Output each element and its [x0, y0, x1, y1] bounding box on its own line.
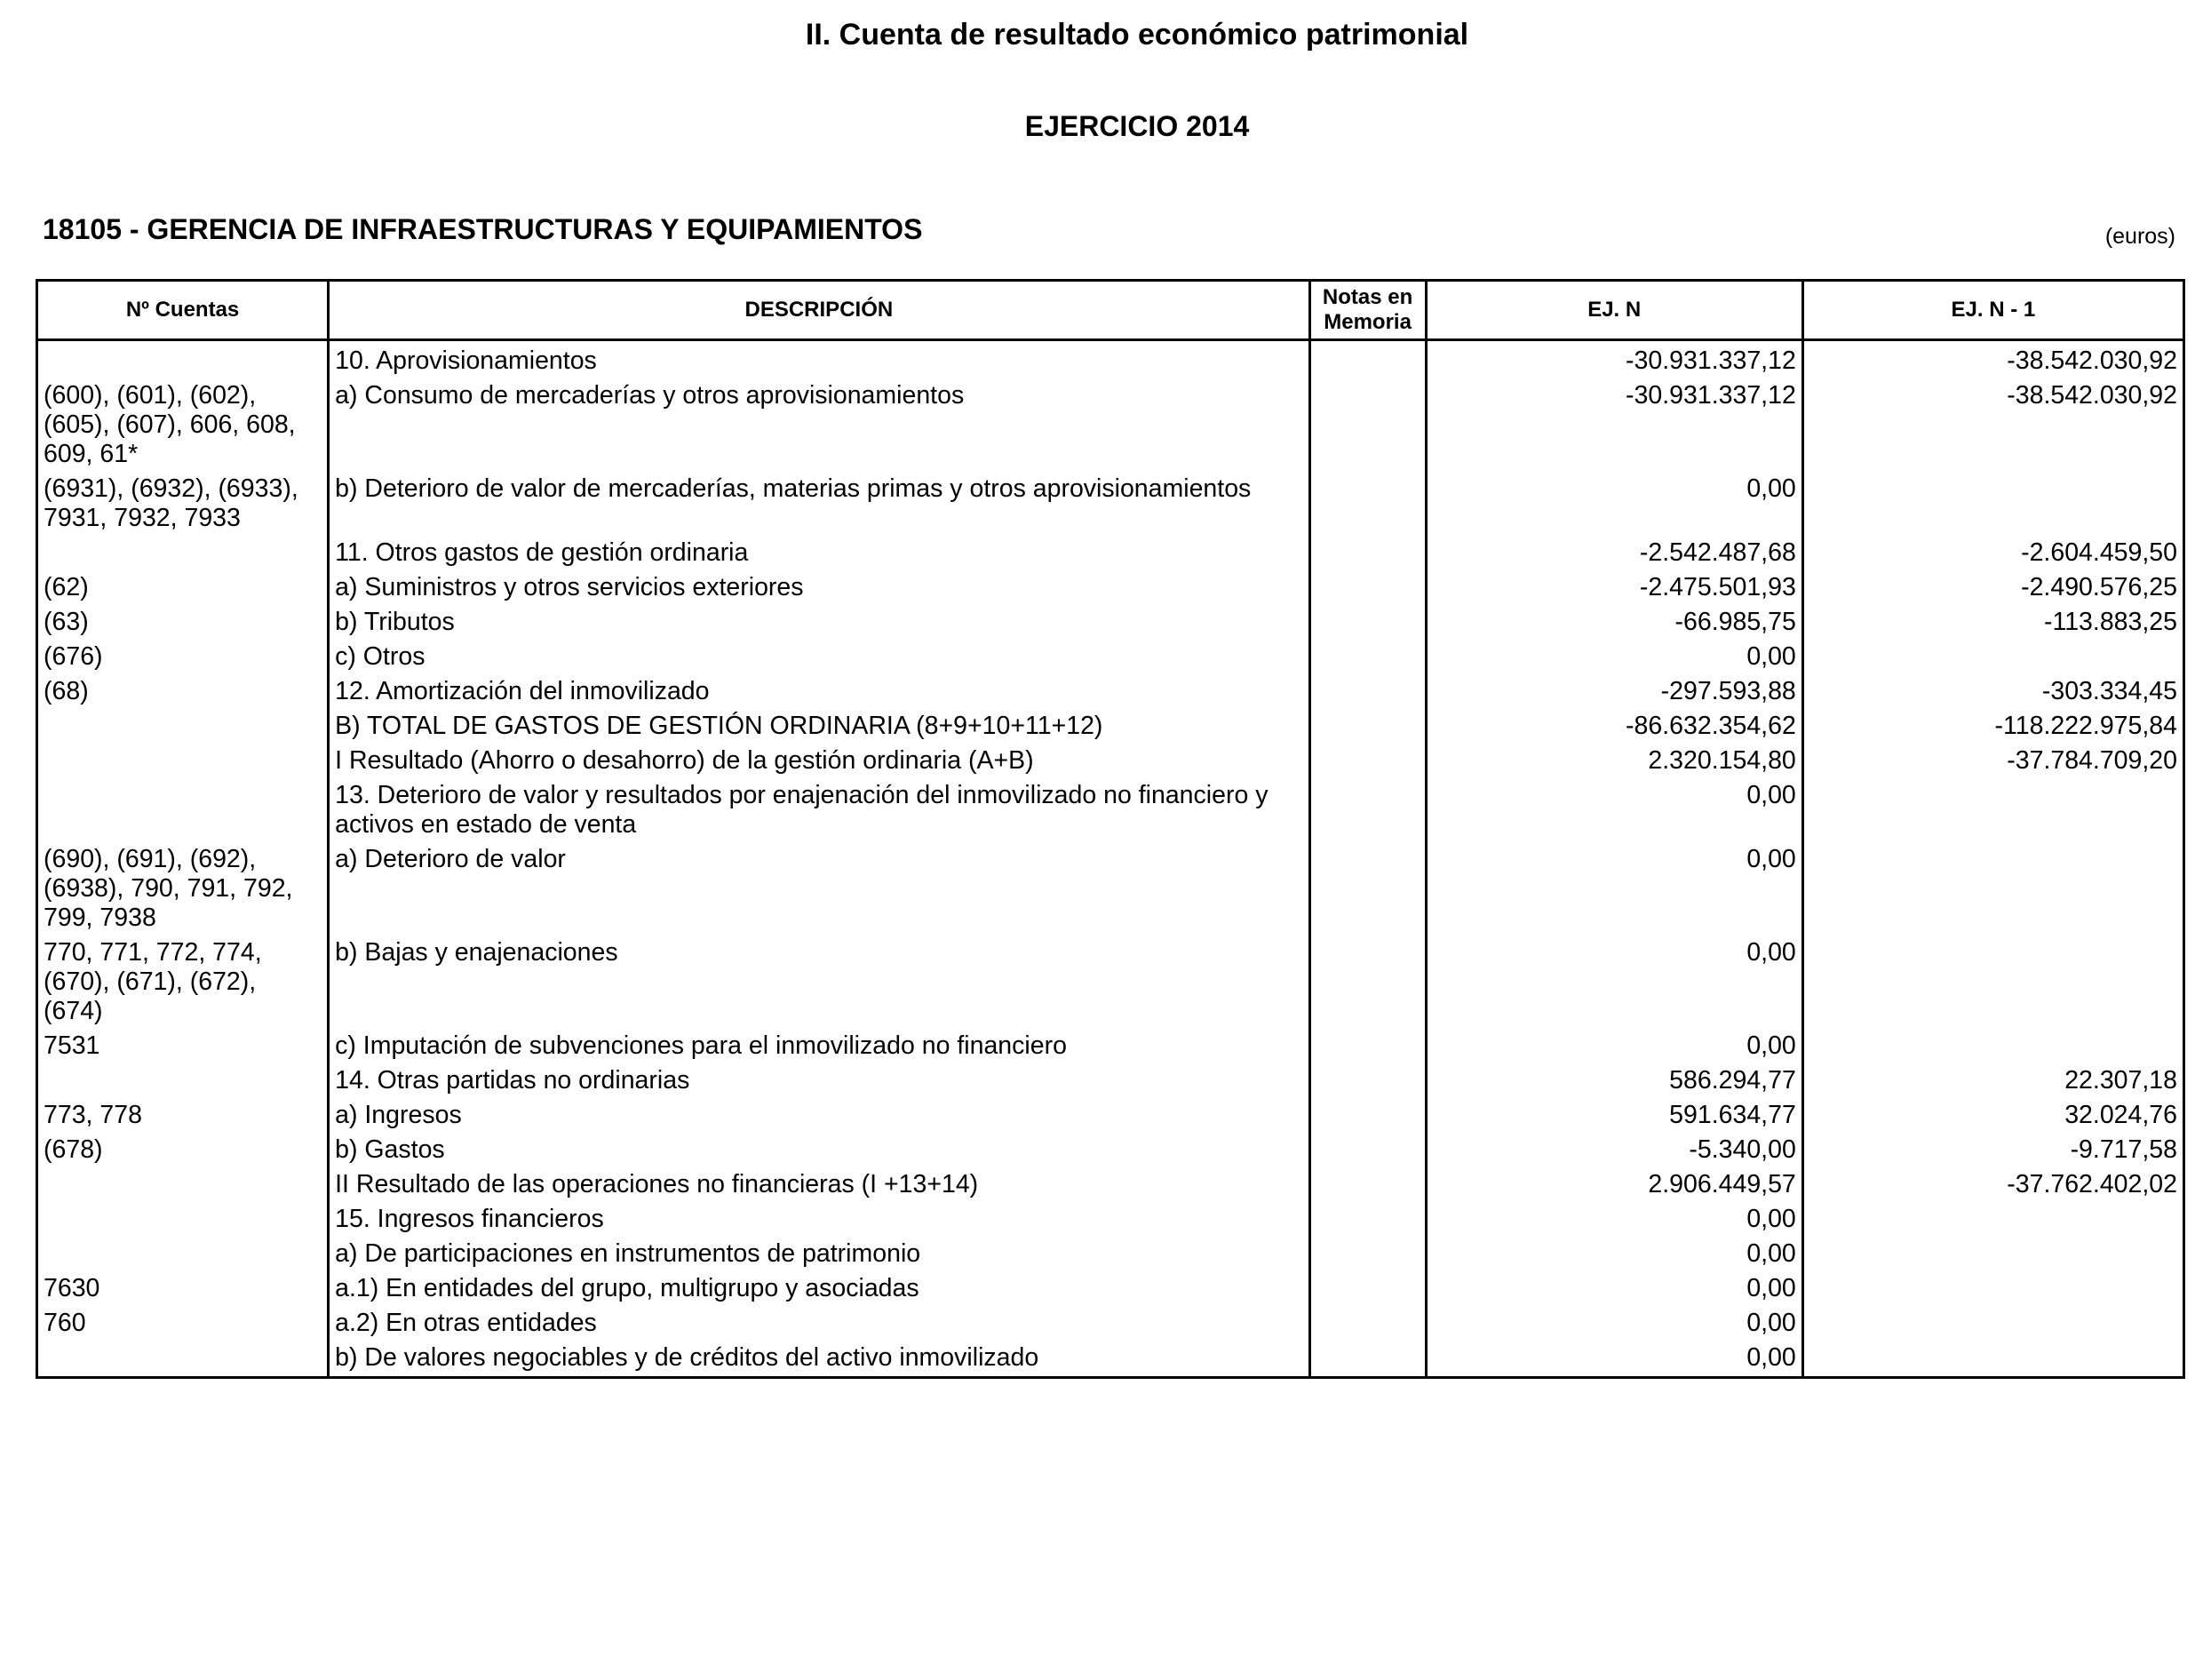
cell-cuentas	[37, 1234, 329, 1269]
cell-cuentas	[37, 1338, 329, 1378]
cell-cuentas	[37, 706, 329, 741]
table-row	[37, 1338, 2184, 1378]
cell-notas	[1309, 1061, 1426, 1095]
cell-notas	[1309, 568, 1426, 602]
cell-cuentas	[37, 776, 329, 840]
cell-ej-n: 0,00	[1426, 1338, 1802, 1378]
cell-notas	[1309, 1199, 1426, 1234]
cell-ej-n1: -2.604.459,50	[1802, 533, 2183, 568]
table-body	[37, 340, 2184, 1378]
cell-ej-n1: 32.024,76	[1802, 1095, 2183, 1130]
cell-cuentas: (690), (691), (692), (6938), 790, 791, 792, 799, 7938	[37, 840, 329, 933]
cell-ej-n: -2.542.487,68	[1426, 533, 1802, 568]
cell-ej-n1: -2.490.576,25	[1802, 568, 2183, 602]
table-row	[37, 1165, 2184, 1199]
cell-ej-n1	[1802, 1303, 2183, 1338]
cell-descripcion: 10. Aprovisionamientos	[329, 340, 1309, 377]
cell-ej-n1	[1802, 840, 2183, 933]
table-row	[37, 706, 2184, 741]
cell-descripcion: a) De participaciones en instrumentos de patrimonio	[329, 1234, 1309, 1269]
cell-ej-n: 586.294,77	[1426, 1061, 1802, 1095]
cell-descripcion: a) Ingresos	[329, 1095, 1309, 1130]
table-row	[37, 1234, 2184, 1269]
cell-descripcion: B) TOTAL DE GASTOS DE GESTIÓN ORDINARIA (8+9+10+11+12)	[329, 706, 1309, 741]
cell-descripcion: 15. Ingresos financieros	[329, 1199, 1309, 1234]
cell-cuentas	[37, 1199, 329, 1234]
table-row	[37, 602, 2184, 637]
cell-descripcion: 13. Deterioro de valor y resultados por enajenación del inmovilizado no financiero y activos en estado de venta	[329, 776, 1309, 840]
cell-ej-n: 0,00	[1426, 933, 1802, 1026]
cell-ej-n: 0,00	[1426, 1269, 1802, 1303]
cell-notas	[1309, 1095, 1426, 1130]
cell-ej-n: 2.320.154,80	[1426, 741, 1802, 776]
cell-notas	[1309, 376, 1426, 469]
cell-cuentas: 760	[37, 1303, 329, 1338]
table-row	[37, 1303, 2184, 1338]
cell-notas	[1309, 469, 1426, 533]
cell-descripcion: I Resultado (Ahorro o desahorro) de la gestión ordinaria (A+B)	[329, 741, 1309, 776]
cell-ej-n1	[1802, 1269, 2183, 1303]
cell-ej-n: -297.593,88	[1426, 672, 1802, 706]
cell-ej-n1: -9.717,58	[1802, 1130, 2183, 1165]
column-header-ej-n: EJ. N	[1426, 281, 1802, 340]
cell-ej-n1	[1802, 637, 2183, 672]
table-row	[37, 933, 2184, 1026]
cell-cuentas	[37, 533, 329, 568]
table-header	[37, 281, 2184, 340]
cell-cuentas	[37, 741, 329, 776]
cell-ej-n: -30.931.337,12	[1426, 376, 1802, 469]
table-row	[37, 637, 2184, 672]
cell-cuentas: 773, 778	[37, 1095, 329, 1130]
cell-ej-n1: -37.762.402,02	[1802, 1165, 2183, 1199]
table-row	[37, 1095, 2184, 1130]
cell-cuentas: 7630	[37, 1269, 329, 1303]
cell-notas	[1309, 776, 1426, 840]
cell-notas	[1309, 1130, 1426, 1165]
column-header-notas	[1309, 281, 1426, 340]
cell-descripcion: 14. Otras partidas no ordinarias	[329, 1061, 1309, 1095]
table-row	[37, 776, 2184, 840]
cell-notas	[1309, 840, 1426, 933]
cell-ej-n1: -37.784.709,20	[1802, 741, 2183, 776]
cell-notas	[1309, 602, 1426, 637]
cell-notas	[1309, 706, 1426, 741]
cell-ej-n: 0,00	[1426, 776, 1802, 840]
table-row	[37, 1199, 2184, 1234]
cell-ej-n1	[1802, 1338, 2183, 1378]
cell-descripcion: a) Consumo de mercaderías y otros aprovisionamientos	[329, 376, 1309, 469]
table-row	[37, 340, 2184, 377]
cell-cuentas: 7531	[37, 1026, 329, 1061]
table-row	[37, 568, 2184, 602]
cell-notas	[1309, 1338, 1426, 1378]
cell-ej-n1: -38.542.030,92	[1802, 376, 2183, 469]
cell-ej-n: 2.906.449,57	[1426, 1165, 1802, 1199]
column-header-cuentas: Nº Cuentas	[37, 281, 329, 340]
cell-cuentas	[37, 1061, 329, 1095]
cell-notas	[1309, 533, 1426, 568]
cell-ej-n: 591.634,77	[1426, 1095, 1802, 1130]
cell-descripcion: c) Imputación de subvenciones para el inmovilizado no financiero	[329, 1026, 1309, 1061]
cell-descripcion: c) Otros	[329, 637, 1309, 672]
cell-ej-n1: -303.334,45	[1802, 672, 2183, 706]
cell-descripcion: a) Suministros y otros servicios exteriores	[329, 568, 1309, 602]
cell-ej-n1	[1802, 1026, 2183, 1061]
cell-cuentas	[37, 1165, 329, 1199]
cell-descripcion: a.1) En entidades del grupo, multigrupo y asociadas	[329, 1269, 1309, 1303]
cell-ej-n1: -38.542.030,92	[1802, 340, 2183, 377]
notas-header-line1: Notas en	[1322, 285, 1413, 309]
cell-cuentas: (6931), (6932), (6933), 7931, 7932, 7933	[37, 469, 329, 533]
cell-ej-n: 0,00	[1426, 1199, 1802, 1234]
cell-descripcion: II Resultado de las operaciones no financieras (I +13+14)	[329, 1165, 1309, 1199]
income-statement-table	[36, 279, 2185, 1379]
entity-heading: 18105 - GERENCIA DE INFRAESTRUCTURAS Y EQUIPAMIENTOS	[43, 213, 923, 245]
cell-ej-n1: 22.307,18	[1802, 1061, 2183, 1095]
cell-descripcion: a) Deterioro de valor	[329, 840, 1309, 933]
cell-cuentas: (676)	[37, 637, 329, 672]
cell-descripcion: 11. Otros gastos de gestión ordinaria	[329, 533, 1309, 568]
cell-notas	[1309, 340, 1426, 377]
cell-descripcion: b) De valores negociables y de créditos del activo inmovilizado	[329, 1338, 1309, 1378]
cell-cuentas: 770, 771, 772, 774, (670), (671), (672), (674)	[37, 933, 329, 1026]
cell-ej-n: -30.931.337,12	[1426, 340, 1802, 377]
header-row	[37, 281, 2184, 340]
cell-notas	[1309, 1234, 1426, 1269]
cell-descripcion: b) Gastos	[329, 1130, 1309, 1165]
exercise-label: EJERCICIO 2014	[1024, 110, 1250, 142]
table-row	[37, 469, 2184, 533]
table-row	[37, 376, 2184, 469]
table-row	[37, 1026, 2184, 1061]
cell-ej-n1: -118.222.975,84	[1802, 706, 2183, 741]
cell-ej-n: 0,00	[1426, 1234, 1802, 1269]
cell-notas	[1309, 672, 1426, 706]
cell-cuentas: (68)	[37, 672, 329, 706]
cell-cuentas: (600), (601), (602), (605), (607), 606, 608, 609, 61*	[37, 376, 329, 469]
cell-descripcion: b) Bajas y enajenaciones	[329, 933, 1309, 1026]
table-row	[37, 533, 2184, 568]
cell-notas	[1309, 1026, 1426, 1061]
cell-cuentas: (62)	[37, 568, 329, 602]
units-label: (euros)	[2104, 224, 2175, 249]
cell-ej-n1	[1802, 776, 2183, 840]
table-row	[37, 672, 2184, 706]
cell-descripcion: a.2) En otras entidades	[329, 1303, 1309, 1338]
cell-cuentas: (63)	[37, 602, 329, 637]
cell-ej-n1	[1802, 469, 2183, 533]
cell-ej-n1	[1802, 1199, 2183, 1234]
cell-ej-n: 0,00	[1426, 637, 1802, 672]
table-row	[37, 1269, 2184, 1303]
table-row	[37, 741, 2184, 776]
cell-notas	[1309, 1269, 1426, 1303]
cell-notas	[1309, 933, 1426, 1026]
cell-notas	[1309, 1303, 1426, 1338]
cell-ej-n: -2.475.501,93	[1426, 568, 1802, 602]
report-title: II. Cuenta de resultado económico patrimonial	[805, 18, 1469, 52]
cell-ej-n1: -113.883,25	[1802, 602, 2183, 637]
column-header-descripcion: DESCRIPCIÓN	[329, 281, 1309, 340]
cell-ej-n: -5.340,00	[1426, 1130, 1802, 1165]
cell-ej-n: 0,00	[1426, 469, 1802, 533]
cell-ej-n: 0,00	[1426, 840, 1802, 933]
cell-notas	[1309, 1165, 1426, 1199]
table-row	[37, 1130, 2184, 1165]
cell-descripcion: 12. Amortización del inmovilizado	[329, 672, 1309, 706]
notas-header-line2: Memoria	[1324, 310, 1412, 334]
cell-cuentas	[37, 340, 329, 377]
cell-notas	[1309, 741, 1426, 776]
cell-notas	[1309, 637, 1426, 672]
cell-descripcion: b) Deterioro de valor de mercaderías, materias primas y otros aprovisionamientos	[329, 469, 1309, 533]
table-row	[37, 1061, 2184, 1095]
column-header-ej-n1: EJ. N - 1	[1802, 281, 2183, 340]
cell-ej-n: 0,00	[1426, 1303, 1802, 1338]
cell-ej-n: 0,00	[1426, 1026, 1802, 1061]
cell-ej-n: -66.985,75	[1426, 602, 1802, 637]
cell-ej-n: -86.632.354,62	[1426, 706, 1802, 741]
cell-cuentas: (678)	[37, 1130, 329, 1165]
table-row	[37, 840, 2184, 933]
cell-descripcion: b) Tributos	[329, 602, 1309, 637]
cell-ej-n1	[1802, 933, 2183, 1026]
cell-ej-n1	[1802, 1234, 2183, 1269]
